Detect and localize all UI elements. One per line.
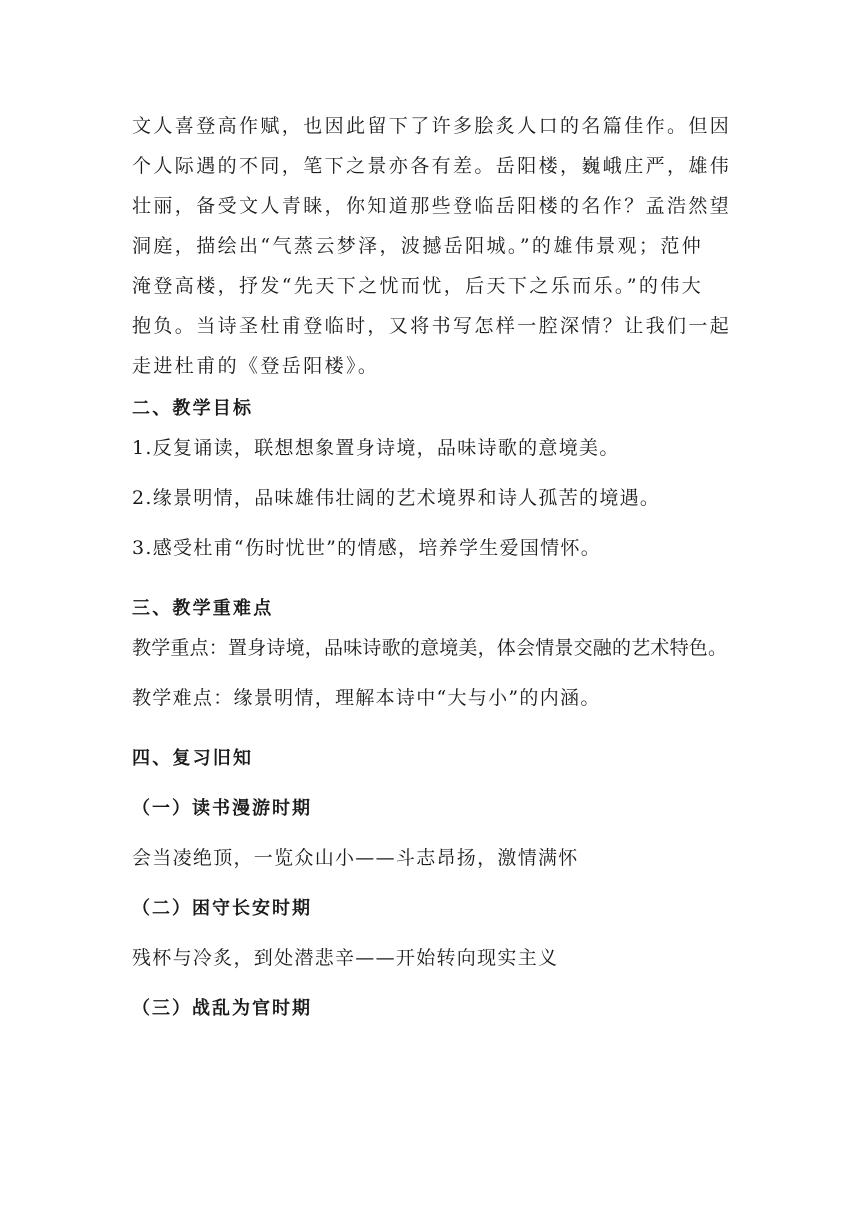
period-text-1: 会当凌绝顶，一览众山小——斗志昂扬，激情满怀 bbox=[132, 847, 579, 869]
intro-line-7: 走进杜甫的《登岳阳楼》。 bbox=[132, 355, 380, 377]
difficult-point-text: 教学难点：缘景明情，理解本诗中“大与小”的内涵。 bbox=[132, 687, 601, 709]
section-heading-review: 四、复习旧知 bbox=[132, 748, 254, 769]
section-heading-teaching-goals: 二、教学目标 bbox=[132, 398, 254, 419]
intro-line-3: 壮丽，备受文人青睐，你知道那些登临岳阳楼的名作？孟浩然望 bbox=[132, 195, 732, 217]
period-title-2: （二）困守长安时期 bbox=[132, 898, 312, 919]
intro-line-2: 个人际遇的不同，笔下之景亦各有差。岳阳楼，巍峨庄严，雄伟 bbox=[132, 155, 732, 177]
key-point-text: 教学重点：置身诗境，品味诗歌的意境美，体会情景交融的艺术特色。 bbox=[132, 637, 728, 659]
section-heading-key-difficult: 三、教学重难点 bbox=[132, 598, 274, 619]
goal-item-2: 2.缘景明情，品味雄伟壮阔的艺术境界和诗人孤苦的境遇。 bbox=[132, 487, 661, 509]
intro-line-5: 淹登高楼，抒发“先天下之忧而忧，后天下之乐而乐。”的伟大 bbox=[132, 275, 704, 297]
period-title-3: （三）战乱为官时期 bbox=[132, 998, 312, 1019]
goal-item-3: 3.感受杜甫“伤时忧世”的情感，培养学生爱国情怀。 bbox=[132, 537, 602, 559]
period-title-1: （一）读书漫游时期 bbox=[132, 798, 312, 819]
intro-line-4: 洞庭，描绘出“气蒸云梦泽，波撼岳阳城。”的雄伟景观；范仲 bbox=[132, 235, 704, 257]
intro-line-1: 文人喜登高作赋，也因此留下了许多脍炙人口的名篇佳作。但因 bbox=[132, 115, 732, 137]
goal-item-1: 1.反复诵读，联想想象置身诗境，品味诗歌的意境美。 bbox=[132, 437, 620, 459]
intro-line-6: 抱负。当诗圣杜甫登临时，又将书写怎样一腔深情？让我们一起 bbox=[132, 315, 732, 337]
period-text-2: 残杯与冷炙，到处潜悲辛——开始转向现实主义 bbox=[132, 947, 559, 969]
